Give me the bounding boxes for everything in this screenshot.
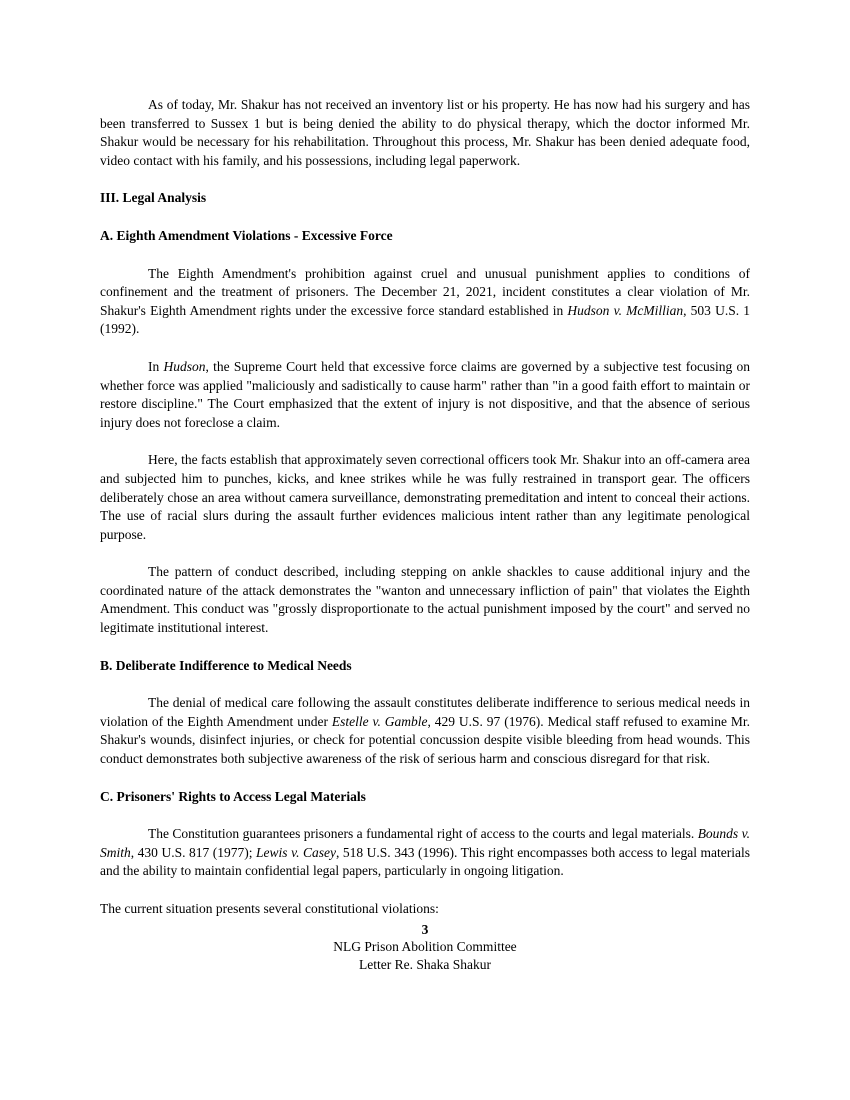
text-run: , 503 U.S. 1 (1992). <box>100 302 751 337</box>
text-run: Here, the facts establish that approximately seven correctional officers took Mr. Shakur into an off-camera area and subjected him to punches, kicks, and knee strikes while he was fully restrained in transport gear. The officers deliberately chose an area without camera surveillance, demonstrating premeditation and intent to conceal their actions. The use of racial slurs during the assault further evidences malicious intent rather than any legitimate penological purpose. <box>100 452 750 542</box>
footer-line-letter-re: Letter Re. Shaka Shakur <box>359 956 491 972</box>
text-run: , 518 U.S. 343 (1996). This right encompasses both access to legal materials and the ability to maintain confidential legal papers, particularly in ongoing litigation. <box>100 844 751 879</box>
case-citation: Lewis v. Casey <box>256 844 336 860</box>
text-run: In <box>148 358 164 374</box>
paragraph <box>100 96 750 170</box>
paragraph <box>100 358 750 432</box>
text-run: As of today, Mr. Shakur has not received an inventory list or his property. He has now had his surgery and has been transferred to Sussex 1 but is being denied the ability to do physical therapy, which the doctor informed Mr. Shakur would be necessary for his rehabilitation. Throughout this process, Mr. Shakur has been denied adequate food, video contact with his family, and his possessions, including legal paperwork. <box>100 97 750 168</box>
footer-line-committee: NLG Prison Abolition Committee <box>333 939 517 955</box>
document-body <box>100 96 750 919</box>
case-citation: Bounds v. Smith <box>100 826 750 860</box>
paragraph <box>100 265 750 339</box>
case-citation: Estelle v. Gamble <box>331 713 428 729</box>
case-citation: Hudson <box>163 358 206 374</box>
section-heading: A. Eighth Amendment Violations - Excessive Force <box>100 227 393 243</box>
text-run: The denial of medical care following the assault constitutes deliberate indifference to serious medical needs in violation of the Eighth Amendment under <box>100 695 750 729</box>
text-run: , 430 U.S. 817 (1977); <box>130 844 257 860</box>
text-run: The pattern of conduct described, including stepping on ankle shackles to cause additional injury and the coordinated nature of the attack demonstrates the "wanton and unnecessary infliction of pain" that violates the Eighth Amendment. This conduct was "grossly disproportionate to the actual punishment imposed by the court" and served no legitimate institutional interest. <box>100 564 750 636</box>
paragraph <box>100 694 750 768</box>
section-heading: C. Prisoners' Rights to Access Legal Materials <box>100 788 366 804</box>
paragraph <box>100 825 750 881</box>
text-run: , the Supreme Court held that excessive force claims are governed by a subjective test focusing on whether force was applied "maliciously and sadistically to cause harm" rather than "in a good faith effort to maintain or restore discipline." The Court emphasized that the extent of injury is not dispositive, and that the absence of serious injury does not foreclose a claim. <box>100 358 750 430</box>
paragraph <box>100 900 750 919</box>
section-heading: B. Deliberate Indifference to Medical Needs <box>100 657 352 673</box>
page-footer <box>100 921 750 974</box>
section-heading: III. Legal Analysis <box>100 190 207 206</box>
paragraph <box>100 563 750 637</box>
text-run: The Constitution guarantees prisoners a fundamental right of access to the courts and legal materials. <box>148 826 698 842</box>
text-run: The Eighth Amendment's prohibition against cruel and unusual punishment applies to conditions of confinement and the treatment of prisoners. The December 21, 2021, incident constitutes a clear violation of Mr. Shakur's Eighth Amendment rights under the excessive force standard established in <box>100 265 750 318</box>
case-citation: Hudson v. McMillian <box>567 302 684 318</box>
page-number: 3 <box>421 921 429 937</box>
text-run: , 429 U.S. 97 (1976). Medical staff refused to examine Mr. Shakur's wounds, disinfect injuries, or check for potential concussion despite visible bleeding from head wounds. This conduct demonstrates both subjective awareness of the risk of serious harm and conscious disregard for that risk. <box>100 713 751 767</box>
text-run: The current situation presents several constitutional violations: <box>100 901 439 916</box>
paragraph <box>100 451 750 544</box>
